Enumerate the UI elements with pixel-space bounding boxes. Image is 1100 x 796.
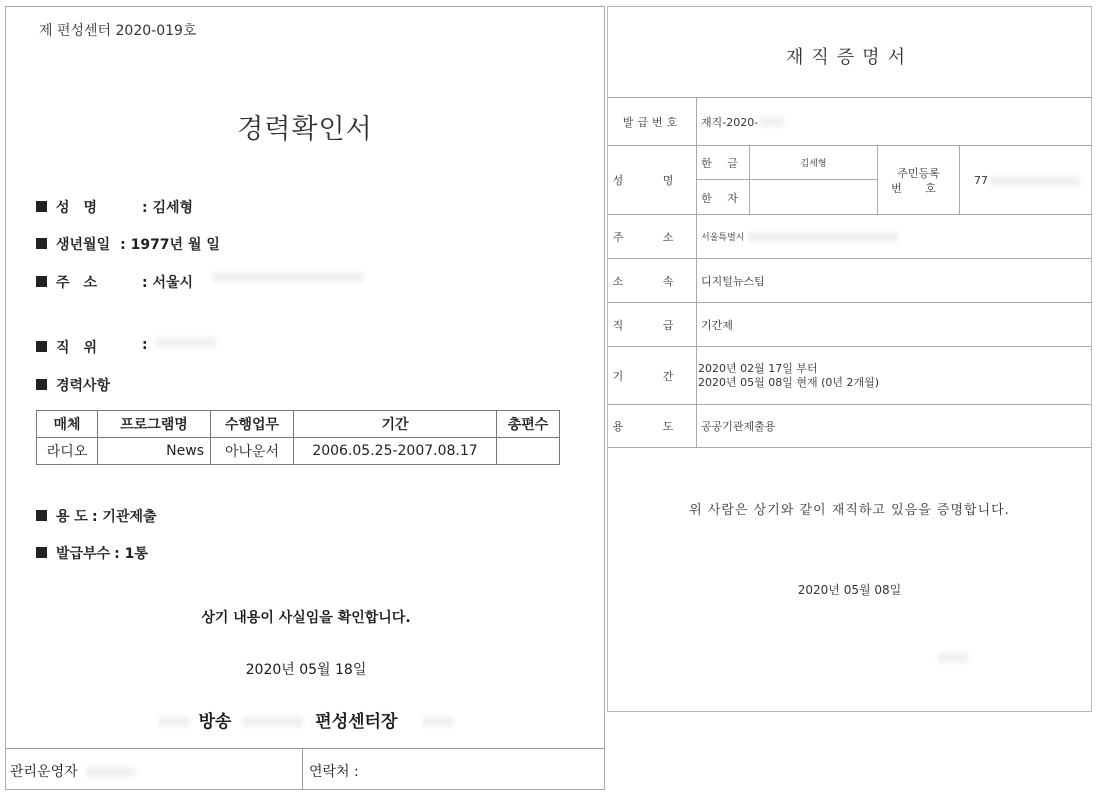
cell-program: News [98,438,211,465]
issuer-broadcaster: 방송 [198,712,232,732]
birthdate-field [36,234,220,254]
career-table [36,410,560,465]
redacted-address [748,232,898,242]
career-section-heading [36,375,110,395]
column-header-program: 프로그램명 [98,411,211,438]
address-row [608,214,1091,258]
square-bullet-icon [36,379,47,390]
usage-field [36,506,157,526]
issuer-title: 편성센터장 [315,712,398,732]
issue-number-value [701,98,784,145]
rrn-label-line1: 주민등록 [897,166,940,180]
name-field [36,197,193,217]
position-field [36,337,216,357]
cell-duty: 아나운서 [211,438,294,465]
contact-label: 연락처 : [309,764,359,780]
address-value [701,215,898,258]
confirmation-text: 상기 내용이 사실임을 확인합니다. [201,610,411,626]
period-row [608,346,1091,404]
issue-date: 2020년 05월 18일 [245,662,367,678]
column-header-episodes: 총편수 [497,411,560,438]
usage-label: 용 도 [608,405,697,447]
redacted-issuer-middle [243,717,303,727]
copies-field [36,543,148,563]
issue-number-row [608,97,1091,145]
redacted-issuer-prefix [159,717,189,727]
cell-period: 2006.05.25-2007.08.17 [294,438,497,465]
copies-value: : 1통 [114,546,148,562]
period-current: 2020년 05월 08일 현재 (0년 2개월) [698,375,880,389]
redacted-rrn [990,176,1080,186]
name-label: 성 명 [608,146,697,214]
issue-number-text: 재직-2020- [701,115,759,129]
usage-value: : 기관제출 [91,509,157,525]
name-label: 성 명 [56,200,98,216]
address-label: 주 소 [56,275,98,291]
issue-date: 2020년 05월 08일 [797,583,902,597]
document-title: 경력확인서 [237,114,373,145]
name-value: : 김세형 [142,200,194,216]
career-label: 경력사항 [56,378,111,394]
contact-cell [303,749,604,790]
hanja-label: 한 자 [696,180,750,215]
redacted-manager [86,767,136,777]
square-bullet-icon [36,510,47,521]
rrn-value-text: 77 [974,174,988,187]
issuer-line [6,707,606,732]
employment-certificate-document [607,6,1092,712]
manager-label: 관리운영자 [10,764,78,780]
cell-episodes [497,438,560,465]
usage-value: 공공기관제출용 [701,420,776,433]
name-row [608,145,1091,214]
period-start: 2020년 02월 17일 부터 [698,361,818,375]
position-value: : [142,337,148,353]
manager-cell [6,749,303,790]
square-bullet-icon [36,276,47,287]
square-bullet-icon [36,547,47,558]
birthdate-label: 생년월일 [56,237,111,253]
career-certificate-document [5,6,605,790]
issue-number-label: 발급번호 [608,98,697,145]
redacted-position [156,337,216,347]
usage-row [608,404,1091,448]
rrn-label-line2: 번 호 [891,181,946,195]
usage-label: 용 도 [56,509,88,525]
address-label: 주 소 [608,215,697,258]
address-value-text: 서울특별시 [701,233,745,243]
hangul-label: 한 글 [696,146,750,180]
birthdate-value: : 1977년 월 일 [120,237,220,253]
address-field [36,272,363,292]
square-bullet-icon [36,341,47,352]
grade-row [608,302,1091,346]
rrn-label [878,146,960,215]
table-row [37,438,560,465]
copies-label: 발급부수 [56,546,111,562]
table-header-row [37,411,560,438]
position-label: 직 위 [56,340,98,356]
hanja-name-value [750,180,878,215]
department-label: 소 속 [608,259,697,302]
square-bullet-icon [36,201,47,212]
address-value: : 서울시 [142,275,194,291]
department-row [608,258,1091,302]
rrn-value [960,146,1092,215]
column-header-duty: 수행업무 [211,411,294,438]
redacted-address [213,272,363,282]
certification-statement: 위 사람은 상기와 같이 재직하고 있음을 증명합니다. [689,503,1010,518]
hangul-name-value: 김세형 [750,146,878,180]
redacted-issue-number [760,117,784,127]
document-number: 제 편성센터 2020-019호 [39,23,197,39]
period-label: 기 간 [608,347,697,404]
cell-media: 라디오 [37,438,98,465]
document-title: 재직증명서 [786,47,913,68]
column-header-media: 매체 [37,411,98,438]
department-value: 디지털뉴스팀 [701,274,765,288]
square-bullet-icon [36,238,47,249]
redacted-seal [938,653,968,663]
footer-table [6,748,604,790]
period-value [698,347,879,404]
column-header-period: 기간 [294,411,497,438]
grade-label: 직 급 [608,303,697,346]
redacted-seal [423,717,453,727]
grade-value: 기간제 [701,318,733,332]
